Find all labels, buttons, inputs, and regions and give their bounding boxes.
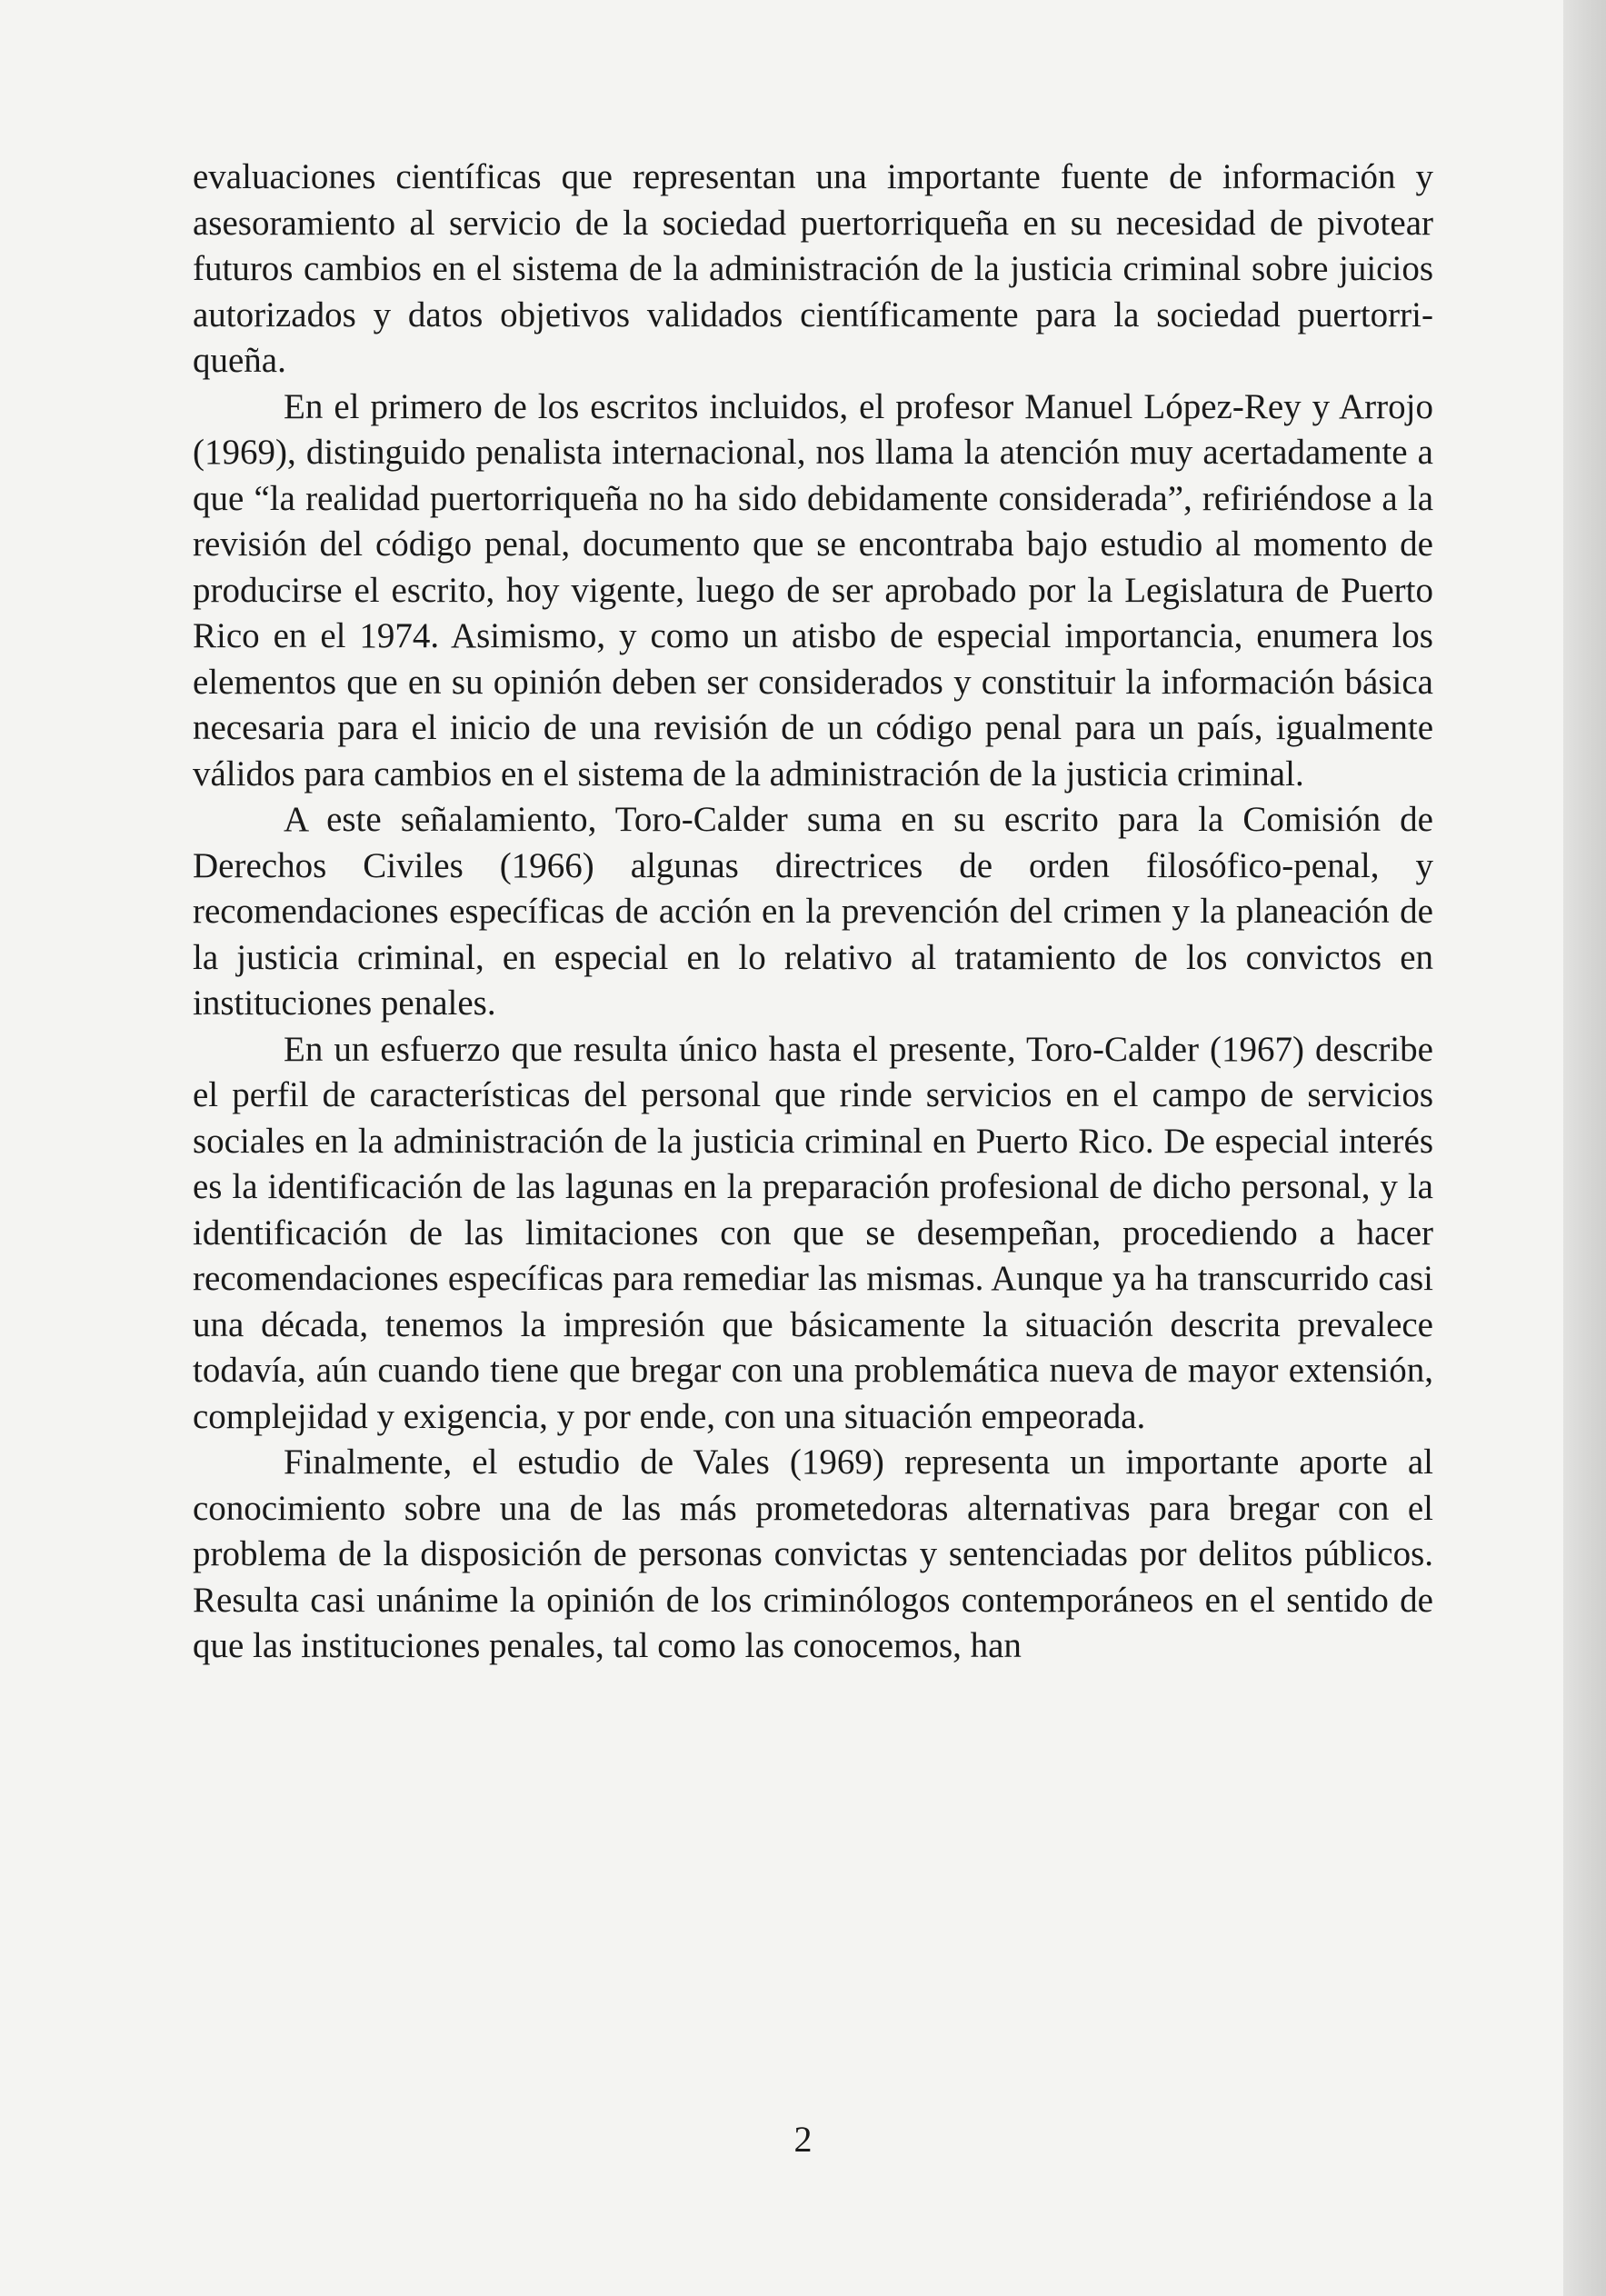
paragraph-lopez-rey: En el primero de los escritos incluidos, el profesor Manuel López-Rey y Arrojo (1969), distinguido penalista internacional, nos llama la atención muy acertadamente a que “la realidad puertorriqueña no ha sido debidamente considerada”, refiriéndose a la revisión del código penal, documento que se encontraba bajo estudio al momento de producirse el escrito, hoy vigente, luego de ser aprobado por la Legislatura de Puerto Rico en el 1974. Asimismo, y como un atisbo de especial importancia, enumera los elementos que en su opinión deben ser considerados y constituir la información básica necesaria para el inicio de una revisión de un código penal para un país, igualmente válidos para cambios en el sistema de la administración de la justicia criminal. [193, 386, 1433, 794]
body-text [193, 155, 1433, 1670]
paragraph-toro-calder-1966: A este señalamiento, Toro-Calder suma en su escrito para la Comisión de Derechos Civiles (1966) algunas directrices de orden filosófico-penal, y recomendaciones específicas de acción en la prevención del crimen y la planeación de la justicia criminal, en especial en lo relativo al tratamiento de los convictos en instituciones penales. [193, 800, 1433, 1023]
paragraph-continuation: evaluaciones científicas que representan una importante fuente de información y asesoramiento al servicio de la sociedad puertorriqueña en su necesidad de pivotear futuros cambios en el sistema de la administración de la justicia criminal sobre juicios autorizados y datos objetivos validados científicamente para la sociedad puertorriqueña. [193, 157, 1433, 380]
page-edge-shadow [1563, 0, 1606, 2296]
page-number: 2 [793, 2119, 813, 2160]
paragraph-vales-1969: Finalmente, el estudio de Vales (1969) representa un importante aporte al conocimiento sobre una de las más prometedoras alternativas para bregar con el problema de la disposición de personas convictas y sentenciadas por delitos públicos. Resulta casi unánime la opinión de los criminólogos contemporáneos en el sentido de que las instituciones penales, tal como las conocemos, han [193, 1442, 1433, 1665]
paragraph-toro-calder-1967: En un esfuerzo que resulta único hasta el presente, Toro-Calder (1967) describe el perfil de características del personal que rinde servicios en el campo de servicios sociales en la administración de la justicia criminal en Puerto Rico. De especial interés es la identificación de las lagunas en la preparación profesional de dicho personal, y la identificación de las limitaciones con que se desempeñan, procediendo a hacer recomendaciones específicas para remediar las mismas. Aunque ya ha transcurrido casi una década, tenemos la impresión que básicamente la situación descrita prevalece todavía, aún cuando tiene que bregar con una problemática nueva de mayor extensión, complejidad y exigencia, y por ende, con una situación empeorada. [193, 1029, 1433, 1436]
